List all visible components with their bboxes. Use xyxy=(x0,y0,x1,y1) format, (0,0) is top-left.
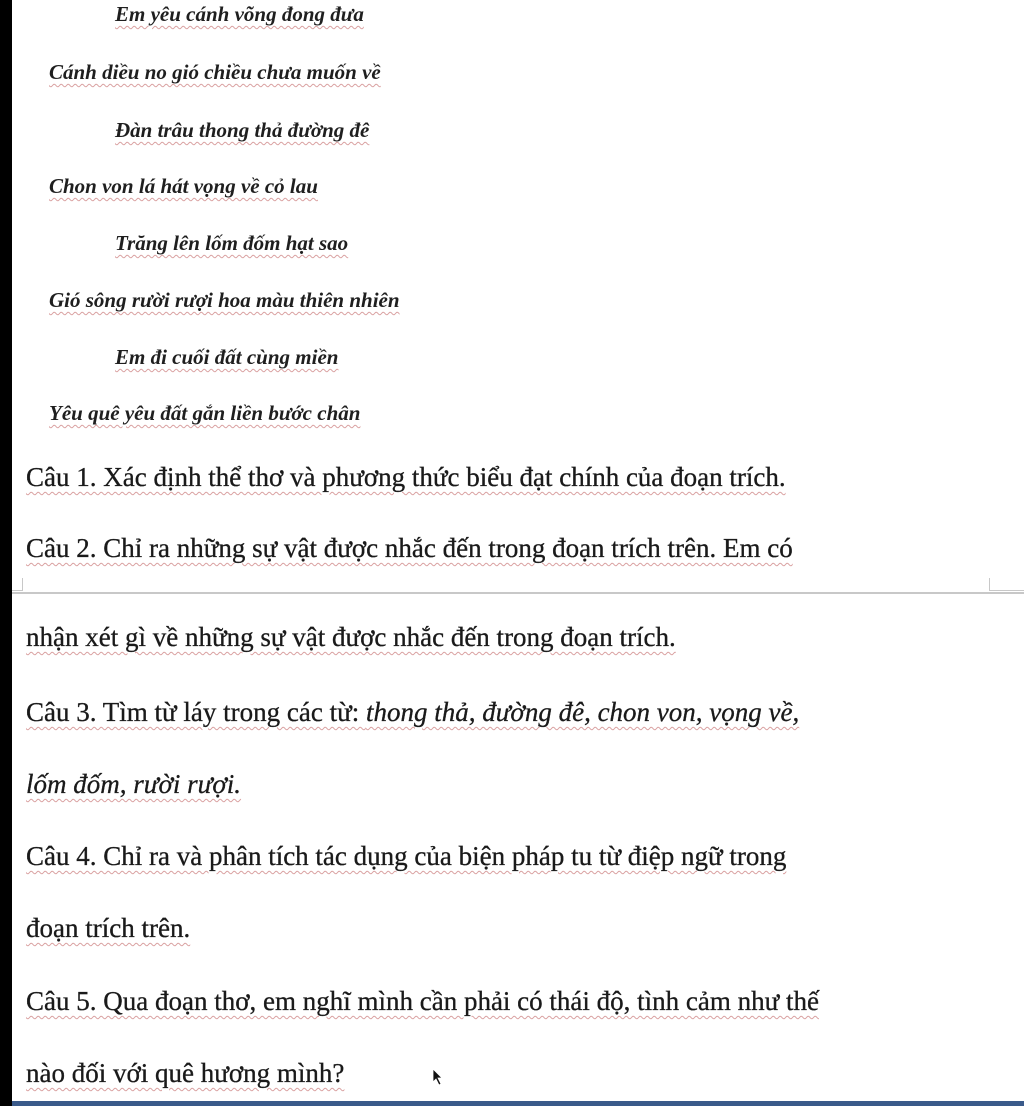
poem-line-1: Em yêu cánh võng đong đưa xyxy=(115,2,364,26)
question-3-line-1 xyxy=(26,697,799,728)
question-2-line-1: Câu 2. Chỉ ra những sự vật được nhắc đến trong đoạn trích trên. Em có xyxy=(26,533,793,563)
question-4-line-1: Câu 4. Chỉ ra và phân tích tác dụng của biện pháp tu từ điệp ngữ trong xyxy=(26,841,787,871)
question-5-line-2: nào đối với quê hương mình? xyxy=(26,1058,345,1088)
question-3-line-2 xyxy=(26,769,241,800)
taskbar-edge xyxy=(12,1101,1024,1106)
poem-line-7: Em đi cuối đất cùng miền xyxy=(115,345,339,369)
poem-line-6: Gió sông rười rượi hoa màu thiên nhiên xyxy=(49,288,400,312)
question-3-words-cont: lốm đốm, rười rượi. xyxy=(26,769,242,799)
poem-line-4: Chon von lá hát vọng về cỏ lau xyxy=(49,174,318,198)
poem-line-5: Trăng lên lốm đốm hạt sao xyxy=(115,231,349,255)
poem-line-2: Cánh diều no gió chiều chưa muốn về xyxy=(49,60,381,84)
question-1: Câu 1. Xác định thể thơ và phương thức biểu đạt chính của đoạn trích. xyxy=(26,462,786,492)
document-page xyxy=(12,0,1024,1106)
poem-line-3: Đàn trâu thong thả đường đê xyxy=(115,118,370,142)
question-4-line-2: đoạn trích trên. xyxy=(26,913,191,943)
question-2-line-2: nhận xét gì về những sự vật được nhắc đến trong đoạn trích. xyxy=(26,622,676,652)
poem-line-8: Yêu quê yêu đất gắn liền bước chân xyxy=(49,401,361,425)
question-5-line-1: Câu 5. Qua đoạn thơ, em nghĩ mình cần phải có thái độ, tình cảm như thế xyxy=(26,986,819,1016)
page-break-line xyxy=(12,592,1024,594)
question-3-words: thong thả, đường đê, chon von, vọng về, xyxy=(365,697,800,727)
page-corner-right xyxy=(989,578,1024,591)
page-corner-left xyxy=(12,578,23,591)
mouse-pointer-icon xyxy=(432,1068,444,1086)
page-break xyxy=(12,578,1024,606)
question-3-prefix: Câu 3. Tìm từ láy trong các từ: xyxy=(26,697,366,727)
